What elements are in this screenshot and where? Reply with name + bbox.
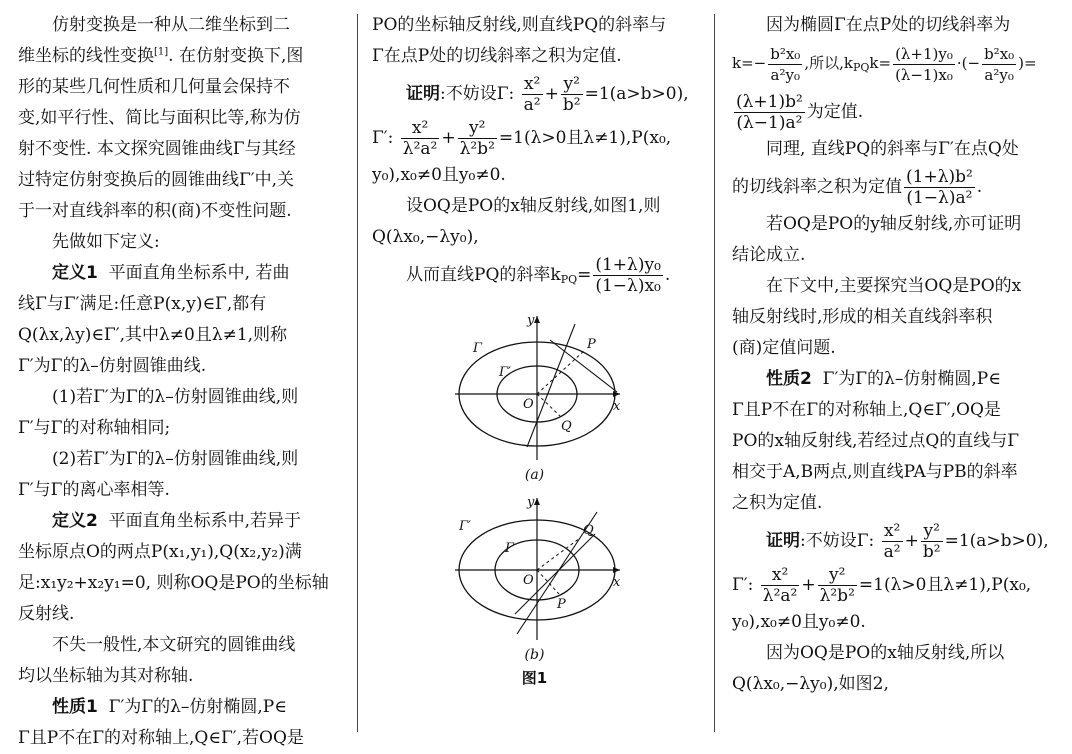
proof-equation-2: Γ′: $\frac{\text{x²}}{\text{λ²a²}}$ + $\frac{\text{y²}}{\text{λ²b²}}$ =1(λ>0且λ≠1),P(x₀, bbox=[732, 565, 1032, 606]
figure-1a bbox=[445, 312, 625, 464]
property-1-line: Γ且P不在Γ的对称轴上,Q∈Γ′,若OQ是 bbox=[18, 728, 304, 748]
property-1: 性质1 Γ′为Γ的λ–仿射椭圆,P∈ bbox=[52, 697, 287, 717]
intro-line: 变,如平行性、简比与面积比等,称为仿 bbox=[18, 108, 301, 128]
label-gamma: Γ bbox=[504, 541, 514, 556]
property-1-line: Γ在点P处的切线斜率之积为定值. bbox=[372, 46, 622, 66]
proof-equation-1: 证明:不妨设Γ: $\frac{\text{x²}}{\text{a²}}$ + $\frac{\text{y²}}{\text{b²}}$ =1(a>b>0), bbox=[406, 74, 689, 115]
label-y: y bbox=[526, 313, 534, 328]
y-axis-arrow bbox=[534, 316, 540, 323]
proof-line: 结论成立. bbox=[732, 245, 806, 265]
label-gamma-prime: Γ′ bbox=[498, 365, 511, 380]
proof-line: 若OQ是PO的y轴反射线,亦可证明 bbox=[766, 214, 1022, 234]
tangent-line bbox=[550, 340, 617, 392]
column-divider-left bbox=[357, 14, 358, 732]
proof-line: y₀),x₀≠0且y₀≠0. bbox=[372, 165, 506, 185]
label-x: x bbox=[612, 575, 620, 590]
intro-line: 射不变性. 本文探究圆锥曲线Γ与其经 bbox=[18, 139, 296, 159]
definition-2-label: 定义2 bbox=[52, 511, 98, 531]
segment-oq bbox=[537, 538, 580, 570]
definition-1-label: 定义1 bbox=[52, 263, 98, 283]
y-axis-arrow bbox=[534, 498, 540, 505]
proof-label: 证明 bbox=[766, 531, 800, 551]
slope-formula: 从而直线PQ的斜率$k_{PQ}=$ $\frac{\text{(1+λ)y₀}}{\text{(1−λ)x₀}}$ . bbox=[406, 255, 671, 296]
proof-line: y₀),x₀≠0且y₀≠0. bbox=[732, 612, 866, 632]
property-2-line: 相交于A,B两点,则直线PA与PB的斜率 bbox=[732, 462, 1018, 482]
figure-1b-caption: (b) bbox=[524, 647, 545, 663]
property-1-line: PO的坐标轴反射线,则直线PQ的斜率与 bbox=[372, 15, 667, 35]
transition-line: (商)定值问题. bbox=[732, 338, 836, 358]
proof-line: 设OQ是PO的x轴反射线,如图1,则 bbox=[406, 196, 661, 216]
proof-line: 因为OQ是PO的x轴反射线,所以 bbox=[766, 643, 1005, 663]
definition-1-line: 线Γ与Γ′满足:任意P(x,y)∈Γ,都有 bbox=[18, 294, 267, 314]
fraction: $\frac{\text{(1+λ)b²}}{\text{(1−λ)a²}}$ bbox=[906, 167, 973, 208]
fraction: $\frac{\text{(1+λ)y₀}}{\text{(1−λ)x₀}}$ bbox=[595, 255, 661, 296]
column-divider-right bbox=[714, 14, 715, 732]
segment-op bbox=[537, 350, 585, 394]
column-2 bbox=[372, 10, 697, 690]
label-origin: O bbox=[522, 397, 534, 412]
constant-value-2: 的切线斜率之积为定值 $\frac{\text{(1+λ)b²}}{\text{(1−λ)a²}}$ . bbox=[732, 167, 983, 208]
fraction: $\frac{\text{(λ+1)y₀}}{\text{(λ−1)x₀}}$ bbox=[895, 44, 953, 84]
fraction: $\frac{\text{b²x₀}}{\text{a²y₀}}$ bbox=[770, 44, 801, 84]
x-axis-arrow bbox=[613, 567, 620, 573]
proof-line: Q(λx₀,−λy₀), bbox=[372, 227, 479, 247]
property-2-label: 性质2 bbox=[766, 369, 812, 389]
column-3 bbox=[732, 10, 1057, 700]
proof-label: 证明 bbox=[406, 84, 440, 104]
property-2-line: 之积为定值. bbox=[732, 493, 823, 513]
label-q: Q bbox=[582, 523, 594, 538]
label-q: Q bbox=[560, 419, 572, 434]
figure-1a-caption: (a) bbox=[524, 467, 545, 483]
proof-line: 同理, 直线PQ的斜率与Γ′在点Q处 bbox=[766, 139, 1019, 159]
fraction: $\frac{\text{x²}}{\text{λ²a²}}$ bbox=[402, 118, 438, 159]
item-1: (1)若Γ′为Γ的λ–仿射圆锥曲线,则 bbox=[52, 387, 299, 407]
generality-note-line: 均以坐标轴为其对称轴. bbox=[18, 666, 194, 686]
definition-2-line: 坐标原点O的两点P(x₁,y₁),Q(x₂,y₂)满 bbox=[18, 542, 302, 562]
proof-line: Q(λx₀,−λy₀),如图2, bbox=[732, 674, 889, 694]
fraction: $\frac{\text{x²}}{\text{a²}}$ bbox=[523, 74, 541, 115]
figure-1-title: 图1 bbox=[521, 669, 548, 687]
definition-2: 定义2 平面直角坐标系中,若异于 bbox=[52, 511, 302, 531]
intro-line: 形的某些几何性质和几何量会保持不 bbox=[18, 77, 290, 97]
property-1-label: 性质1 bbox=[52, 697, 98, 717]
fraction: $\frac{\text{y²}}{\text{b²}}$ bbox=[562, 74, 581, 115]
property-2-line: Γ且P不在Γ的对称轴上,Q∈Γ′,OQ是 bbox=[732, 400, 1001, 420]
label-x: x bbox=[612, 399, 620, 414]
proof-equation-1: 证明:不妨设Γ: $\frac{\text{x²}}{\text{a²}}$ + $\frac{\text{y²}}{\text{b²}}$ =1(a>b>0), bbox=[766, 521, 1049, 562]
label-gamma: Γ bbox=[472, 341, 482, 356]
citation: [1] bbox=[154, 46, 169, 58]
definition-2-line: 足:x₁y₂+x₂y₁=0, 则称OQ是PO的坐标轴 bbox=[18, 573, 329, 593]
item-2: (2)若Γ′为Γ的λ–仿射圆锥曲线,则 bbox=[52, 449, 299, 469]
label-y: y bbox=[526, 495, 534, 510]
fraction: $\frac{\text{x²}}{\text{λ²a²}}$ bbox=[762, 565, 798, 606]
label-p: P bbox=[556, 597, 566, 612]
column-1 bbox=[18, 10, 338, 754]
label-origin: O bbox=[522, 573, 534, 588]
fraction: $\frac{\text{b²x₀}}{\text{a²y₀}}$ bbox=[984, 44, 1015, 84]
label-p: P bbox=[586, 337, 596, 352]
item-2-line: Γ′与Γ的离心率相等. bbox=[18, 480, 170, 500]
proof-line: 因为椭圆Γ在点P处的切线斜率为 bbox=[766, 15, 1011, 35]
definition-1-line: Q(λx,λy)∈Γ′,其中λ≠0且λ≠1,则称 bbox=[18, 325, 288, 345]
label-gamma-prime: Γ′ bbox=[458, 519, 471, 534]
slope-product-equation: k=− $\frac{\text{b²x₀}}{\text{a²y₀}}$ ,所以$,k_{PQ}k=$ $\frac{\text{(λ+1)y₀}}{\text{(λ−1)x₀}}$ ·(− $\frac{\text{b²x₀}}{\text{a²y₀}}$ )= bbox=[732, 44, 1037, 84]
definition-1: 定义1 平面直角坐标系中, 若曲 bbox=[52, 263, 290, 283]
fraction: $\frac{\text{y²}}{\text{b²}}$ bbox=[922, 521, 941, 562]
intro-line: 于一对直线斜率的积(商)不变性问题. bbox=[18, 201, 292, 221]
definition-1-line: Γ′为Γ的λ–仿射圆锥曲线. bbox=[18, 356, 207, 376]
transition-line: 在下文中,主要探究当OQ是PO的x bbox=[766, 276, 1022, 296]
intro-line: 仿射变换是一种从二维坐标到二 bbox=[52, 15, 290, 35]
fraction: $\frac{\text{(λ+1)b²}}{\text{(λ−1)a²}}$ bbox=[736, 92, 803, 133]
definition-2-line: 反射线. bbox=[18, 604, 75, 624]
constant-value: $\frac{\text{(λ+1)b²}}{\text{(λ−1)a²}}$ 为定值. bbox=[736, 92, 864, 133]
item-1-line: Γ′与Γ的对称轴相同; bbox=[18, 418, 171, 438]
intro-line: 维坐标的线性变换[1]. 在仿射变换下,图 bbox=[18, 46, 304, 66]
property-2-line: PO的x轴反射线,若经过点Q的直线与Γ bbox=[732, 431, 1020, 451]
fraction: $\frac{\text{y²}}{\text{λ²b²}}$ bbox=[459, 118, 495, 159]
proof-equation-2: Γ′: $\frac{\text{x²}}{\text{λ²a²}}$ + $\frac{\text{y²}}{\text{λ²b²}}$ =1(λ>0且λ≠1),P(x₀, bbox=[372, 118, 672, 159]
generality-note: 不失一般性,本文研究的圆锥曲线 bbox=[52, 635, 296, 655]
transition-line: 轴反射线时,形成的相关直线斜率积 bbox=[732, 307, 993, 327]
definition-intro: 先做如下定义: bbox=[52, 232, 160, 252]
fraction: $\frac{\text{x²}}{\text{a²}}$ bbox=[883, 521, 901, 562]
fraction: $\frac{\text{y²}}{\text{λ²b²}}$ bbox=[819, 565, 855, 606]
figure-1b bbox=[445, 494, 625, 644]
property-2: 性质2 Γ′为Γ的λ–仿射椭圆,P∈ bbox=[766, 369, 1001, 389]
intro-line: 过特定仿射变换后的圆锥曲线Γ′中,关 bbox=[18, 170, 295, 190]
